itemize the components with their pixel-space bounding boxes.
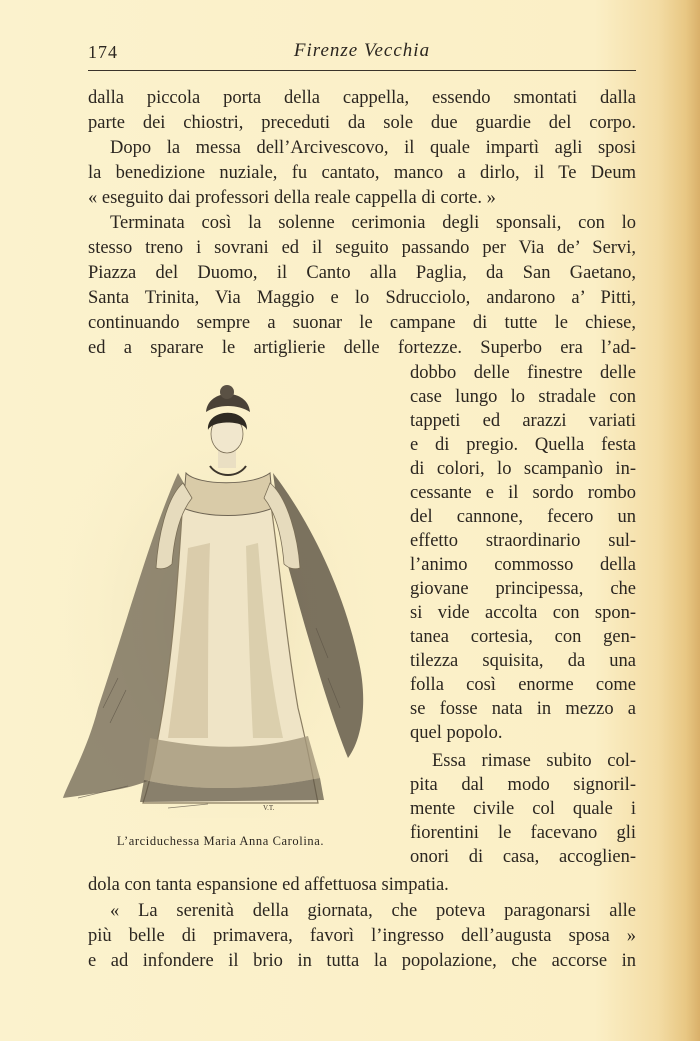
text-line: continuando sempre a suonar le campane di tutte le chiese, xyxy=(88,313,636,333)
text-line: Dopo la messa dell’Arcivescovo, il quale impartì agli sposi xyxy=(110,138,636,158)
text-line: di colori, lo scampanìo in- xyxy=(410,459,636,479)
text-line: « La serenità della giornata, che poteva paragonarsi alle xyxy=(110,901,636,921)
text-line: ed a sparare le artiglierie delle fortezze. Superbo era l’ad- xyxy=(88,338,636,358)
text-line: Santa Trinita, Via Maggio e lo Sdrucciolo, andarono a’ Pitti, xyxy=(88,288,636,308)
running-title: Firenze Vecchia xyxy=(293,40,431,61)
text-line: cessante e il sordo rombo xyxy=(410,483,636,503)
text-line: pita dal modo signoril- xyxy=(410,775,636,795)
text-line: tilezza squisita, da una xyxy=(410,651,636,671)
archduchess-portrait-illustration xyxy=(58,378,383,818)
header-rule xyxy=(88,70,636,71)
text-line: stesso treno i sovrani ed il seguito passando per Via de’ Servi, xyxy=(88,238,636,258)
text-line: effetto straordinario sul- xyxy=(410,531,636,551)
text-line: più belle di primavera, favorì l’ingresso dell’augusta sposa » xyxy=(88,926,636,946)
text-line: parte dei chiostri, preceduti da sole due guardie del corpo. xyxy=(88,113,636,133)
text-line: si vide accolta con spon- xyxy=(410,603,636,623)
text-line: dalla piccola porta della cappella, essendo smontati dalla xyxy=(88,88,636,108)
text-line: del cannone, fecero un xyxy=(410,507,636,527)
page-header xyxy=(88,40,636,68)
figure-caption: L’arciduchessa Maria Anna Carolina. xyxy=(116,834,325,848)
page-number: 174 xyxy=(88,42,118,62)
text-line: onori di casa, accoglien- xyxy=(410,847,636,867)
text-line: case lungo lo stradale con xyxy=(410,387,636,407)
text-line: folla così enorme come xyxy=(410,675,636,695)
text-line: Piazza del Duomo, il Canto alla Paglia, da San Gaetano, xyxy=(88,263,636,283)
text-line: e ad infondere il brio in tutta la popolazione, che accorse in xyxy=(88,951,636,971)
text-line: mente civile col quale i xyxy=(410,799,636,819)
text-line: la benedizione nuziale, fu cantato, manco a dirlo, il Te Deum xyxy=(88,163,636,183)
text-line: e di pregio. Quella festa xyxy=(410,435,636,455)
text-line: fiorentini le facevano gli xyxy=(410,823,636,843)
text-line: « eseguito dai professori della reale cappella di corte. » xyxy=(88,188,496,208)
text-line: se fosse nata in mezzo a xyxy=(410,699,636,719)
text-line: giovane principessa, che xyxy=(410,579,636,599)
text-line: dola con tanta espansione ed affettuosa simpatia. xyxy=(88,875,449,895)
text-line: tanea cortesia, con gen- xyxy=(410,627,636,647)
text-line: dobbo delle finestre delle xyxy=(410,363,636,383)
text-line: tappeti ed arazzi variati xyxy=(410,411,636,431)
text-line: Essa rimase subito col- xyxy=(432,751,636,771)
text-line: Terminata così la solenne cerimonia degli sponsali, con lo xyxy=(110,213,636,233)
engraver-monogram: V.T. xyxy=(263,804,275,812)
text-line: l’animo commosso della xyxy=(410,555,636,575)
text-line: quel popolo. xyxy=(410,723,503,743)
